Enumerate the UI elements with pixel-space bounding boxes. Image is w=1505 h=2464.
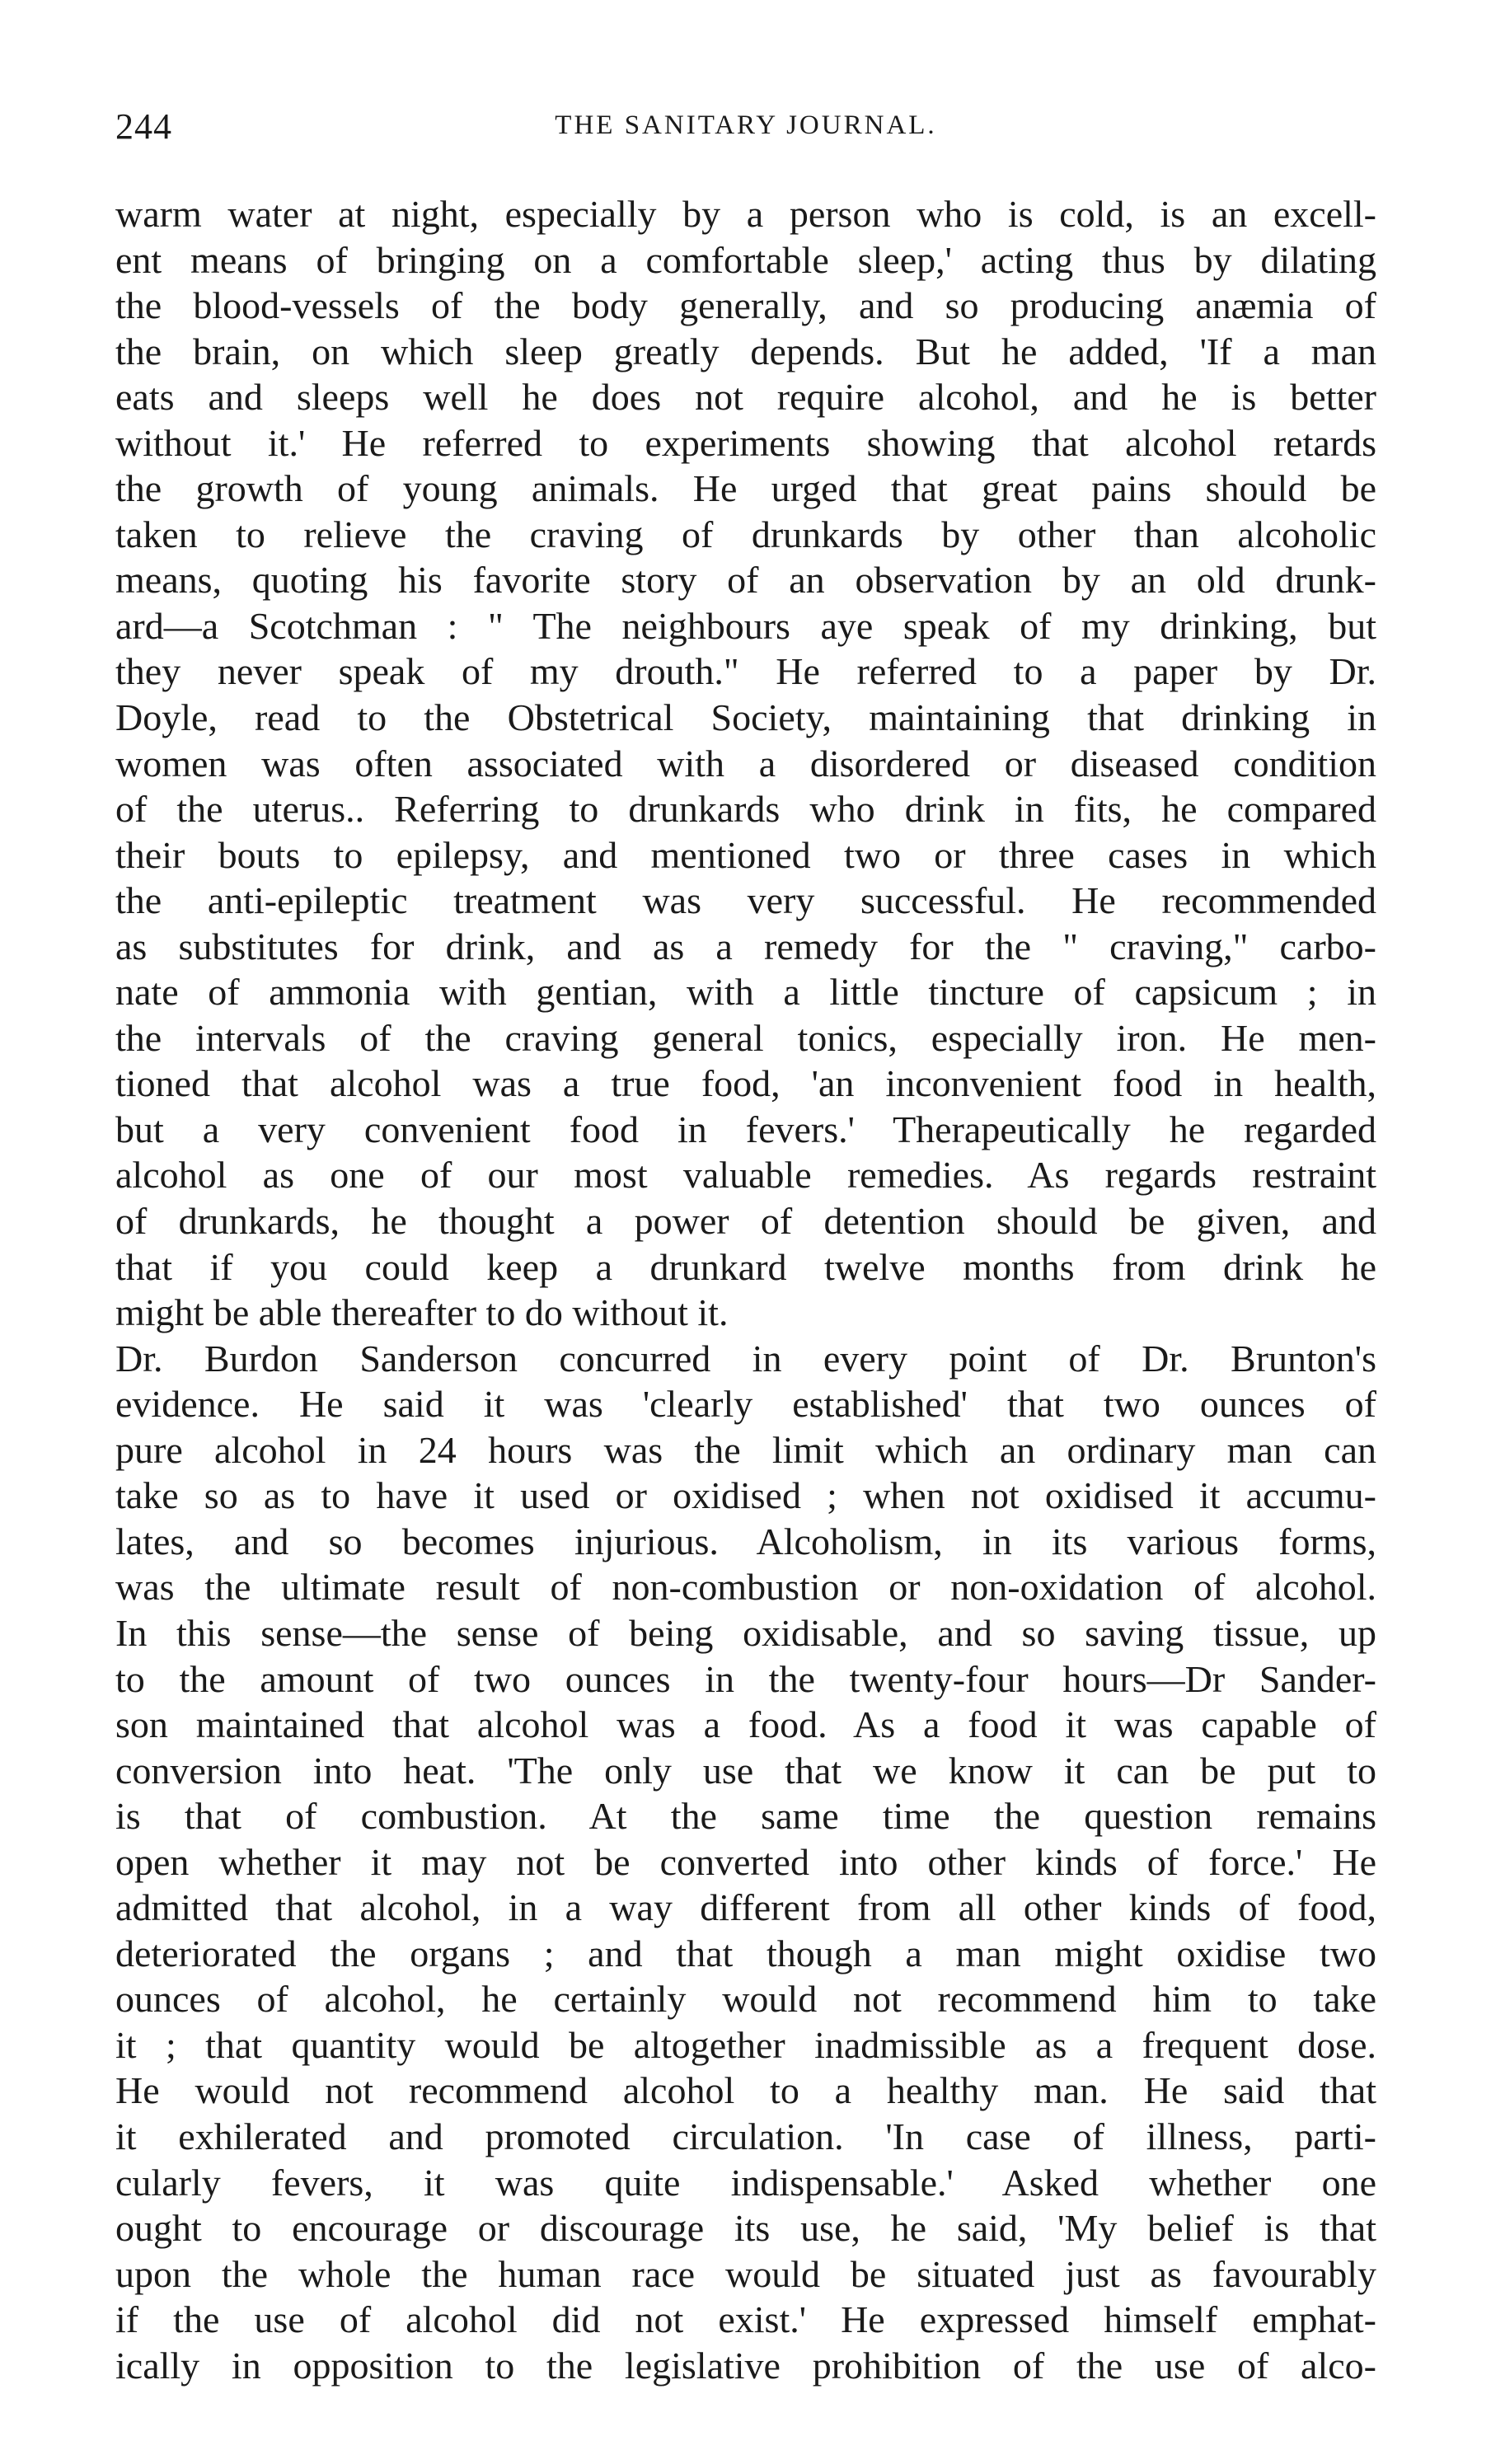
text-line: was the ultimate result of non-combustion or non-oxidation of alcohol. (115, 1566, 1376, 1609)
text-line: lates, and so becomes injurious. Alcoholism, in its various forms, (115, 1520, 1376, 1562)
text-line: it exhilerated and promoted circulation. 'In case of illness, parti- (115, 2115, 1376, 2157)
text-line: He would not recommend alcohol to a healthy man. He said that (115, 2069, 1376, 2112)
text-line: without it.' He referred to experiments showing that alcohol retards (115, 421, 1376, 464)
journal-title: THE SANITARY JOURNAL. (555, 110, 937, 140)
text-line: means, quoting his favorite story of an observation by an old drunk- (115, 559, 1376, 602)
text-line: of the uterus.. Referring to drunkards who drink in fits, he compared (115, 788, 1376, 831)
text-line: women was often associated with a disordered or diseased condition (115, 742, 1376, 785)
text-line: the blood-vessels of the body generally, and so producing anæmia of (115, 284, 1376, 327)
paragraph-start-line: Dr. Burdon Sanderson concurred in every point of Dr. Brunton's (115, 1337, 1376, 1380)
text-line: ought to encourage or discourage its use, he said, 'My belief is that (115, 2207, 1376, 2250)
text-line: the growth of young animals. He urged that great pains should be (115, 467, 1376, 510)
text-line: to the amount of two ounces in the twenty-four hours—Dr Sander- (115, 1657, 1376, 1700)
text-line: taken to relieve the craving of drunkards by other than alcoholic (115, 513, 1376, 555)
text-line: Doyle, read to the Obstetrical Society, maintaining that drinking in (115, 696, 1376, 739)
text-line: open whether it may not be converted into other kinds of force.' He (115, 1840, 1376, 1883)
text-line: In this sense—the sense of being oxidisable, and so saving tissue, up (115, 1611, 1376, 1654)
text-line: the intervals of the craving general tonics, especially iron. He men- (115, 1016, 1376, 1059)
text-line: ically in opposition to the legislative prohibition of the use of alco- (115, 2344, 1376, 2387)
text-line: ounces of alcohol, he certainly would not recommend him to take (115, 1978, 1376, 2021)
text-line: take so as to have it used or oxidised ; when not oxidised it accumu- (115, 1474, 1376, 1517)
text-line: it ; that quantity would be altogether inadmissible as a frequent dose. (115, 2023, 1376, 2066)
body-text (115, 191, 1376, 2388)
text-line: they never speak of my drouth." He referred to a paper by Dr. (115, 650, 1376, 693)
text-line: as substitutes for drink, and as a remedy for the " craving," carbo- (115, 925, 1376, 967)
paragraph-end-line: might be able thereafter to do without it. (115, 1291, 729, 1334)
text-line: warm water at night, especially by a person who is cold, is an excell- (115, 193, 1376, 235)
text-line: but a very convenient food in fevers.' Therapeutically he regarded (115, 1108, 1376, 1150)
text-line: pure alcohol in 24 hours was the limit which an ordinary man can (115, 1428, 1376, 1471)
text-line: nate of ammonia with gentian, with a little tincture of capsicum ; in (115, 971, 1376, 1014)
text-line: upon the whole the human race would be situated just as favourably (115, 2252, 1376, 2295)
text-line: if the use of alcohol did not exist.' He expressed himself emphat- (115, 2298, 1376, 2341)
text-line: eats and sleeps well he does not require alcohol, and he is better (115, 376, 1376, 419)
text-line: alcohol as one of our most valuable remedies. As regards restraint (115, 1154, 1376, 1197)
text-line: ard—a Scotchman : " The neighbours aye speak of my drinking, but (115, 604, 1376, 647)
text-line: is that of combustion. At the same time the question remains (115, 1795, 1376, 1838)
text-line: of drunkards, he thought a power of detention should be given, and (115, 1200, 1376, 1243)
text-line: their bouts to epilepsy, and mentioned two or three cases in which (115, 833, 1376, 876)
text-line: tioned that alcohol was a true food, 'an inconvenient food in health, (115, 1062, 1376, 1105)
text-line: conversion into heat. 'The only use that we know it can be put to (115, 1749, 1376, 1792)
text-line: the brain, on which sleep greatly depends. But he added, 'If a man (115, 330, 1376, 372)
text-line: evidence. He said it was 'clearly established' that two ounces of (115, 1383, 1376, 1426)
text-line: son maintained that alcohol was a food. As a food it was capable of (115, 1703, 1376, 1746)
text-line: the anti-epileptic treatment was very successful. He recommended (115, 879, 1376, 922)
text-line: deteriorated the organs ; and that though a man might oxidise two (115, 1932, 1376, 1974)
text-line: admitted that alcohol, in a way different from all other kinds of food, (115, 1886, 1376, 1929)
text-line: ent means of bringing on a comfortable sleep,' acting thus by dilating (115, 238, 1376, 281)
text-line: cularly fevers, it was quite indispensable.' Asked whether one (115, 2161, 1376, 2204)
page-number: 244 (115, 106, 172, 147)
text-line: that if you could keep a drunkard twelve months from drink he (115, 1245, 1376, 1288)
running-head (115, 105, 1376, 155)
